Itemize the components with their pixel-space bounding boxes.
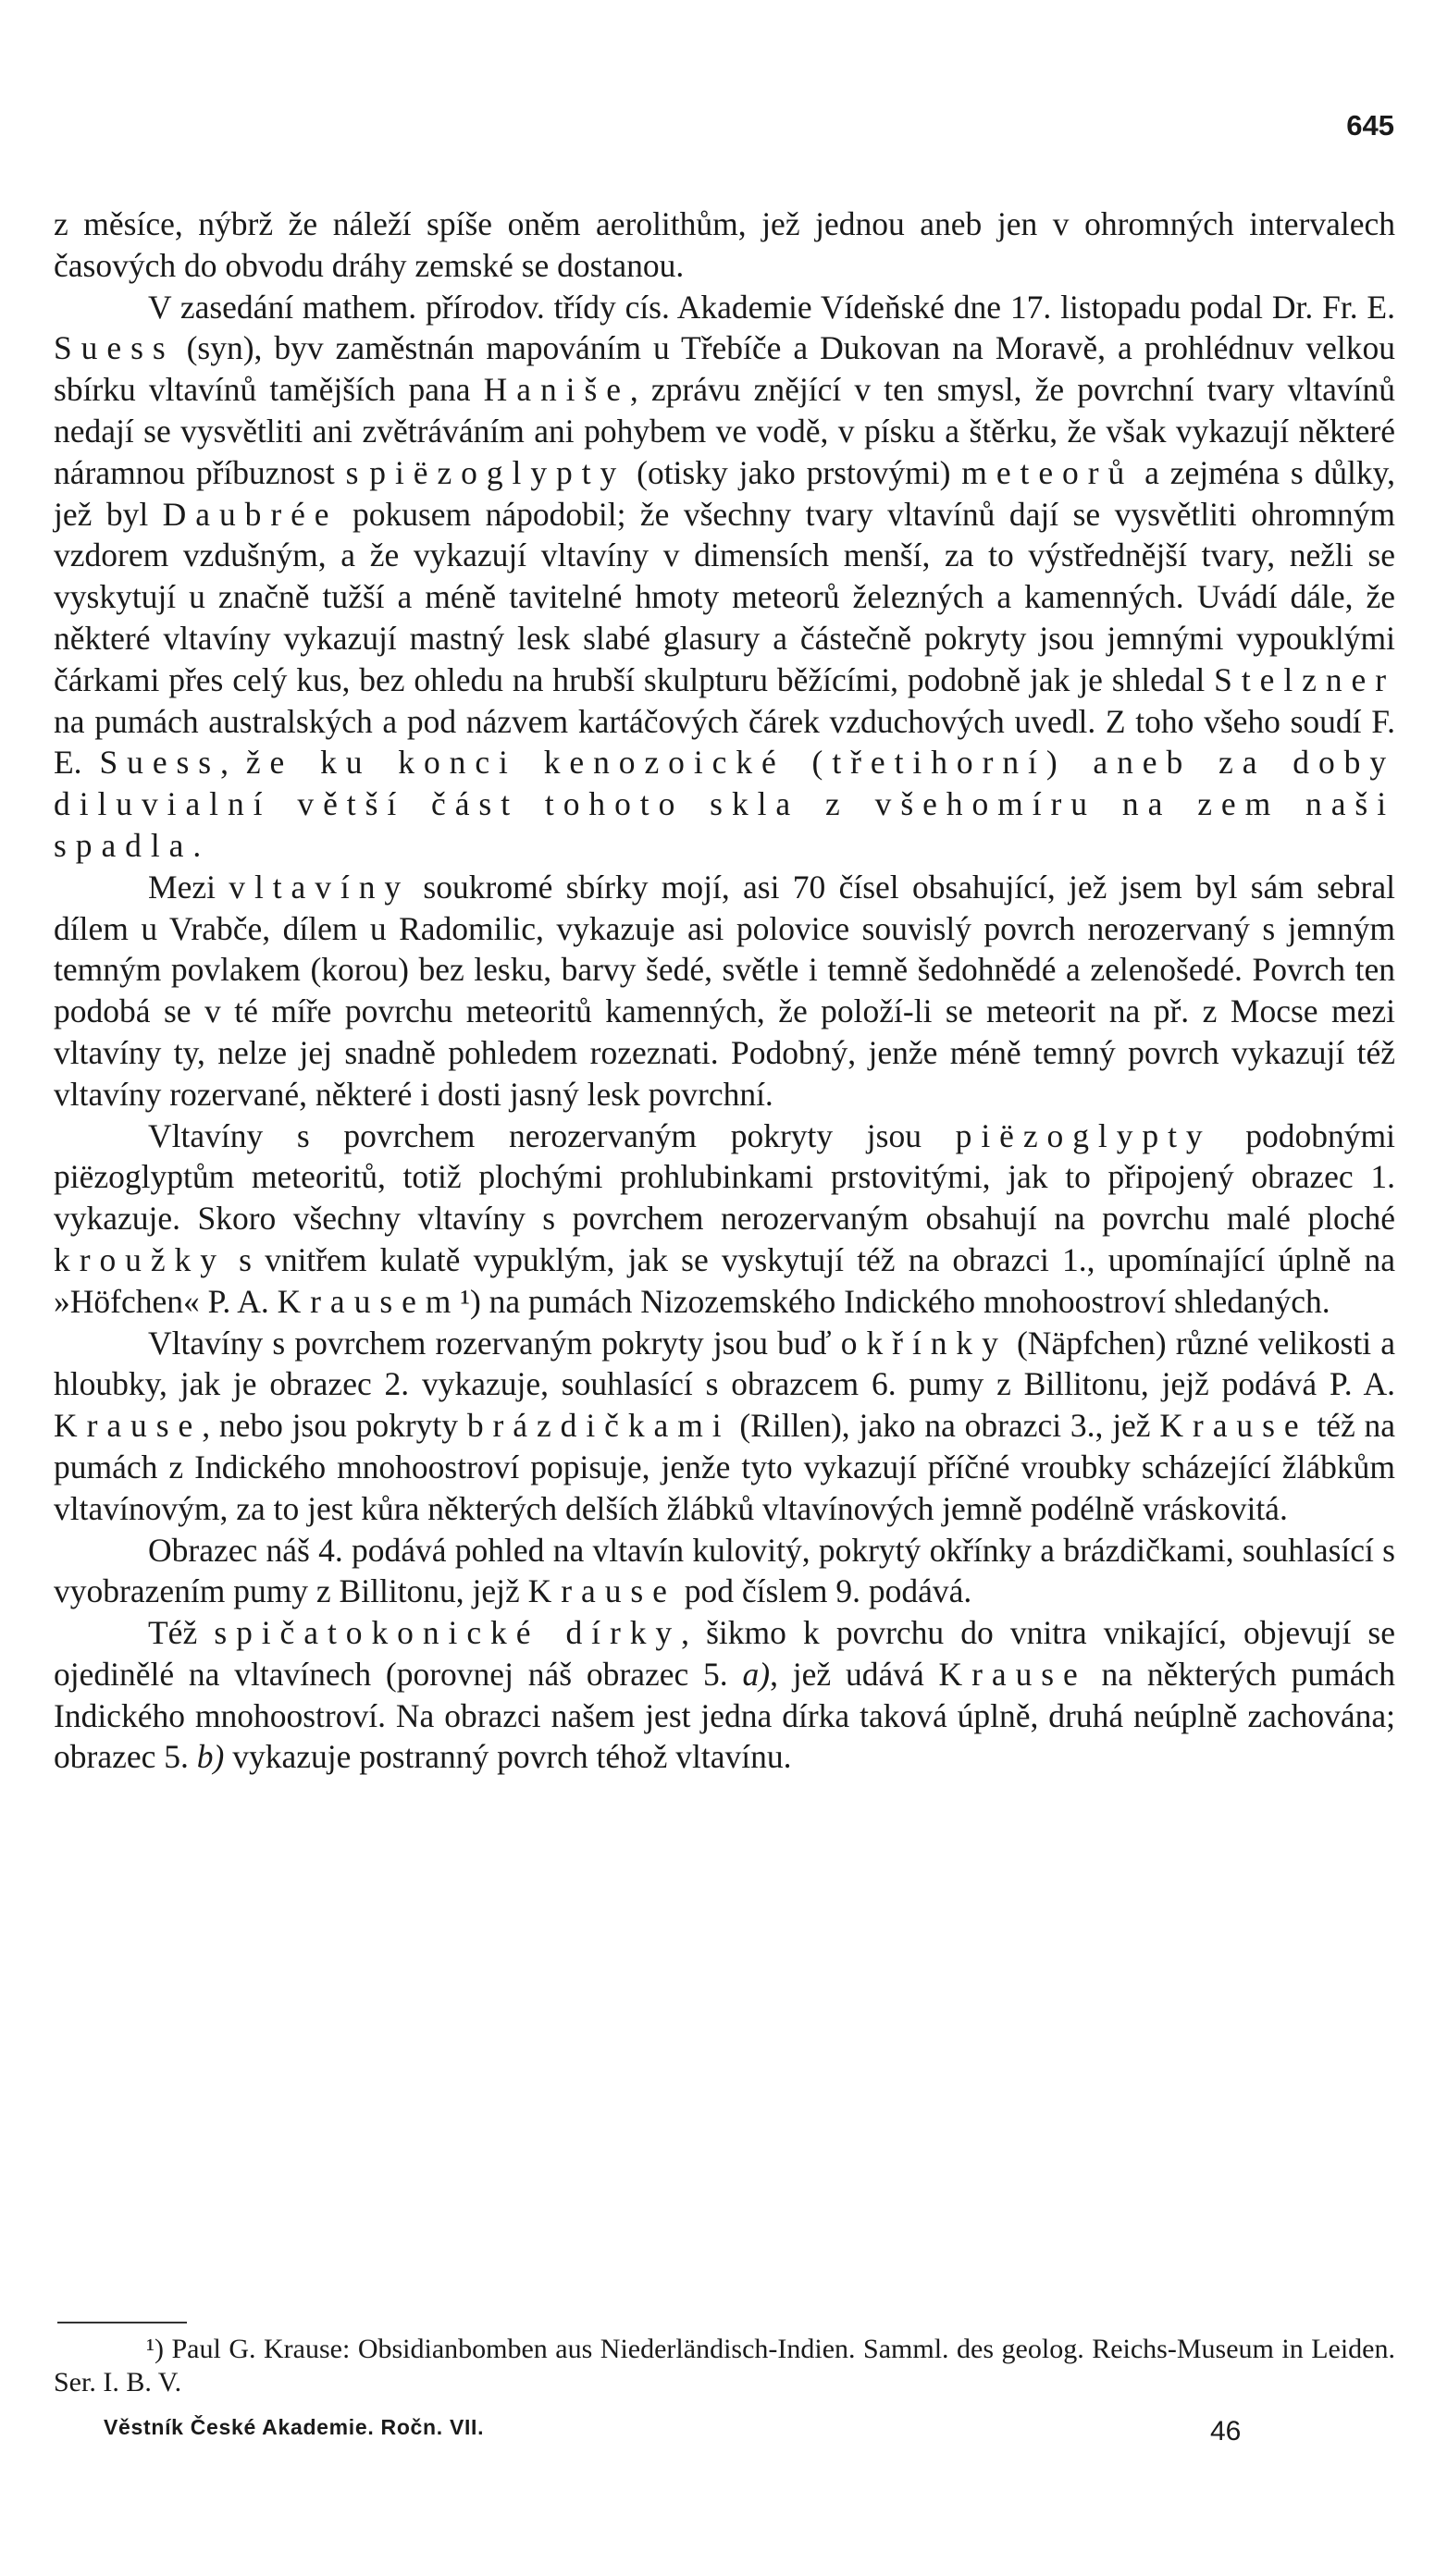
text-run: pokusem nápodobil; že všechny tvary vltavínů dají se vysvětliti ohromným vzdorem vzdušným, a že vykazují vltavíny v dimensích menší, za to výstřednější tvary, nežli se vyskytují u značně tužší a méně tavitelné hmoty meteorů železných a kamenných. Uvádí dále, že některé vltavíny vykazují mastný lesk slabé glasury a částečně pokryty jsou jemnými vypouklými čárkami přes celý kus, bez ohledu na hrubší skulpturu běžícími, podobně jak je shledal (54, 495, 1395, 698)
text-run: (Näpfchen) různé velikosti a hloubky, jak je obrazec 2. vykazuje, souhlasící s obrazcem 6. pumy z Billitonu, jejž podává P. A. (54, 1324, 1395, 1403)
journal-footer: Věstník České Akademie. Ročn. VII. (104, 2415, 485, 2439)
paragraph (54, 287, 1395, 867)
sheet-number: 46 (1210, 2416, 1242, 2447)
spaced-emphasis: kroužky (54, 1240, 226, 1278)
spaced-emphasis: brázdičkami (466, 1407, 731, 1445)
text-run: na pumách australských a pod názvem kartáčových čárek vzduchových uvedl. Z toho všeho soudí F. E. (54, 702, 1395, 782)
paragraph (54, 1115, 1395, 1323)
spaced-emphasis: piëzoglypty (369, 453, 626, 491)
spaced-emphasis: že ku konci kenozoické (třetihorní) aneb za doby diluvialní větší část tohoto skla z všehomíru na zem naši spadla (54, 744, 1396, 864)
text-run: a zejména s důlky, jež byl (54, 453, 1395, 533)
spaced-emphasis: Suess (54, 329, 175, 367)
text-run: ¹) na pumách Nizozemského Indického mnohoostroví shledaných. (460, 1282, 1330, 1320)
spaced-emphasis: Krause (938, 1655, 1087, 1693)
footnote-separator (57, 2322, 187, 2323)
text-run: , šikmo k povrchu do vnitra vnikající, objevují se ojedinělé na vltavínech (porovnej náš obrazec 5. (54, 1614, 1396, 1693)
spaced-emphasis: piëzoglypty (955, 1116, 1212, 1154)
spaced-emphasis: Krause (1159, 1407, 1308, 1445)
text-run: , (220, 744, 246, 782)
text-run: z měsíce, nýbrž že náleží spíše oněm aerolithům, jež jednou aneb jen v ohromných intervalech časových do obvodu dráhy zemské se dostanou. (54, 205, 1395, 284)
text-run: pod číslem 9. podává. (675, 1572, 972, 1610)
footnote (54, 2333, 1395, 2399)
paragraph (54, 1323, 1395, 1530)
spaced-emphasis: okřínky (840, 1324, 1008, 1362)
text-run: Též (148, 1614, 215, 1652)
italic-label: b) (196, 1738, 225, 1776)
text-run: (otisky jako prstovými) (625, 453, 962, 491)
text-run: , nebo jsou pokryty (202, 1407, 467, 1445)
text-run: podobnými piëzoglyptům meteoritů, totiž plochými prohlubinkami prstovitými, jak to připojený obrazec 1. vykazuje. Skoro všechny vltavíny s povrchem nerozervaným obsahují na povrchu malé ploché (54, 1116, 1395, 1238)
spaced-emphasis: vltavíny (229, 868, 411, 906)
spaced-emphasis: spičatokonické dírky (214, 1614, 682, 1652)
spaced-emphasis: Daubrée (162, 495, 339, 533)
text-run: . (192, 826, 202, 864)
spaced-emphasis: Krause (54, 1407, 203, 1445)
text-run: V zasedání mathem. přírodov. třídy cís. Akademie Vídeňské dne 17. listopadu podal Dr. Fr. E. (148, 288, 1395, 326)
spaced-emphasis: Suess (99, 744, 221, 782)
footnote-text: ¹) Paul G. Krause: Obsidianbomben aus Niederländisch-Indien. Samml. des geolog. Reichs-Museum in Leiden. Ser. I. B. V. (54, 2334, 1395, 2397)
spaced-emphasis: Stelzner (1214, 660, 1395, 698)
text-run: Vltavíny s povrchem nerozervaným pokryty jsou (148, 1116, 956, 1154)
spaced-emphasis: Krause (527, 1572, 676, 1610)
text-run: (syn), byv zaměstnán mapováním u Třebíče a Dukovan na Moravě, a prohlédnuv velkou sbírku vltavínů tamějších pana (54, 329, 1395, 409)
text-run: , jež udává (770, 1655, 939, 1693)
spaced-emphasis: Krausem (277, 1282, 461, 1320)
text-run: vykazuje postranný povrch téhož vltavínu. (224, 1738, 792, 1776)
paragraph (54, 203, 1395, 287)
body-text (54, 203, 1395, 1778)
spaced-emphasis: Haniše (483, 371, 630, 409)
paragraph (54, 867, 1395, 1115)
text-run: s vnitřem kulatě vypuklým, jak se vyskytují též na obrazci 1., upomínající úplně na »Höfchen« P. A. (54, 1240, 1395, 1320)
text-run: Mezi (148, 868, 229, 906)
paragraph (54, 1530, 1395, 1613)
spaced-emphasis: meteorů (961, 453, 1134, 491)
text-run: (Rillen), jako na obrazci 3., jež (730, 1407, 1160, 1445)
italic-label: a) (742, 1655, 771, 1693)
text-run: Obrazec náš 4. podává pohled na vltavín kulovitý, pokrytý okřínky a brázdičkami, souhlasící s vyobrazením pumy z Billitonu, jejž (54, 1531, 1395, 1610)
text-run: Vltavíny s povrchem rozervaným pokryty jsou buď (148, 1324, 841, 1362)
paragraph (54, 1612, 1395, 1778)
text-run: na některých pumách Indického mnohoostroví. Na obrazci našem jest jedna dírka taková úplně, druhá neúplně zachována; obrazec 5. (54, 1655, 1395, 1776)
text-run: soukromé sbírky mojí, asi 70 čísel obsahující, jež jsem byl sám sebral dílem u Vrabče, dílem u Radomilic, vykazuje asi polovice souvislý povrch nerozervaný s jemným temným povlakem (korou) bez lesku, barvy šedé, světle i temně šedohnědé a zelenošedé. Povrch ten podobá se v té míře povrchu meteoritů kamenných, že položí-li se meteorit na př. z Mocse mezi vltavíny ty, nelze jej snadně pohledem rozeznati. Podobný, jenže méně temný povrch vykazují též vltavíny rozervané, některé i dosti jasný lesk povrchní. (54, 868, 1395, 1113)
text-run: , zprávu znějící v ten smysl, že povrchní tvary vltavínů nedají se vysvětliti ani zvětráváním ani pohybem ve vodě, v písku a štěrku, že však vykazují některé náramnou příbuznost s (54, 371, 1395, 491)
page-number: 645 (1346, 109, 1394, 142)
text-run: též na pumách z Indického mnohoostroví popisuje, jenže tyto vykazují příčné vroubky scházející žlábkům vltavínovým, za to jest kůra některých delších žlábků vltavínových jemně podélně vráskovitá. (54, 1407, 1395, 1527)
